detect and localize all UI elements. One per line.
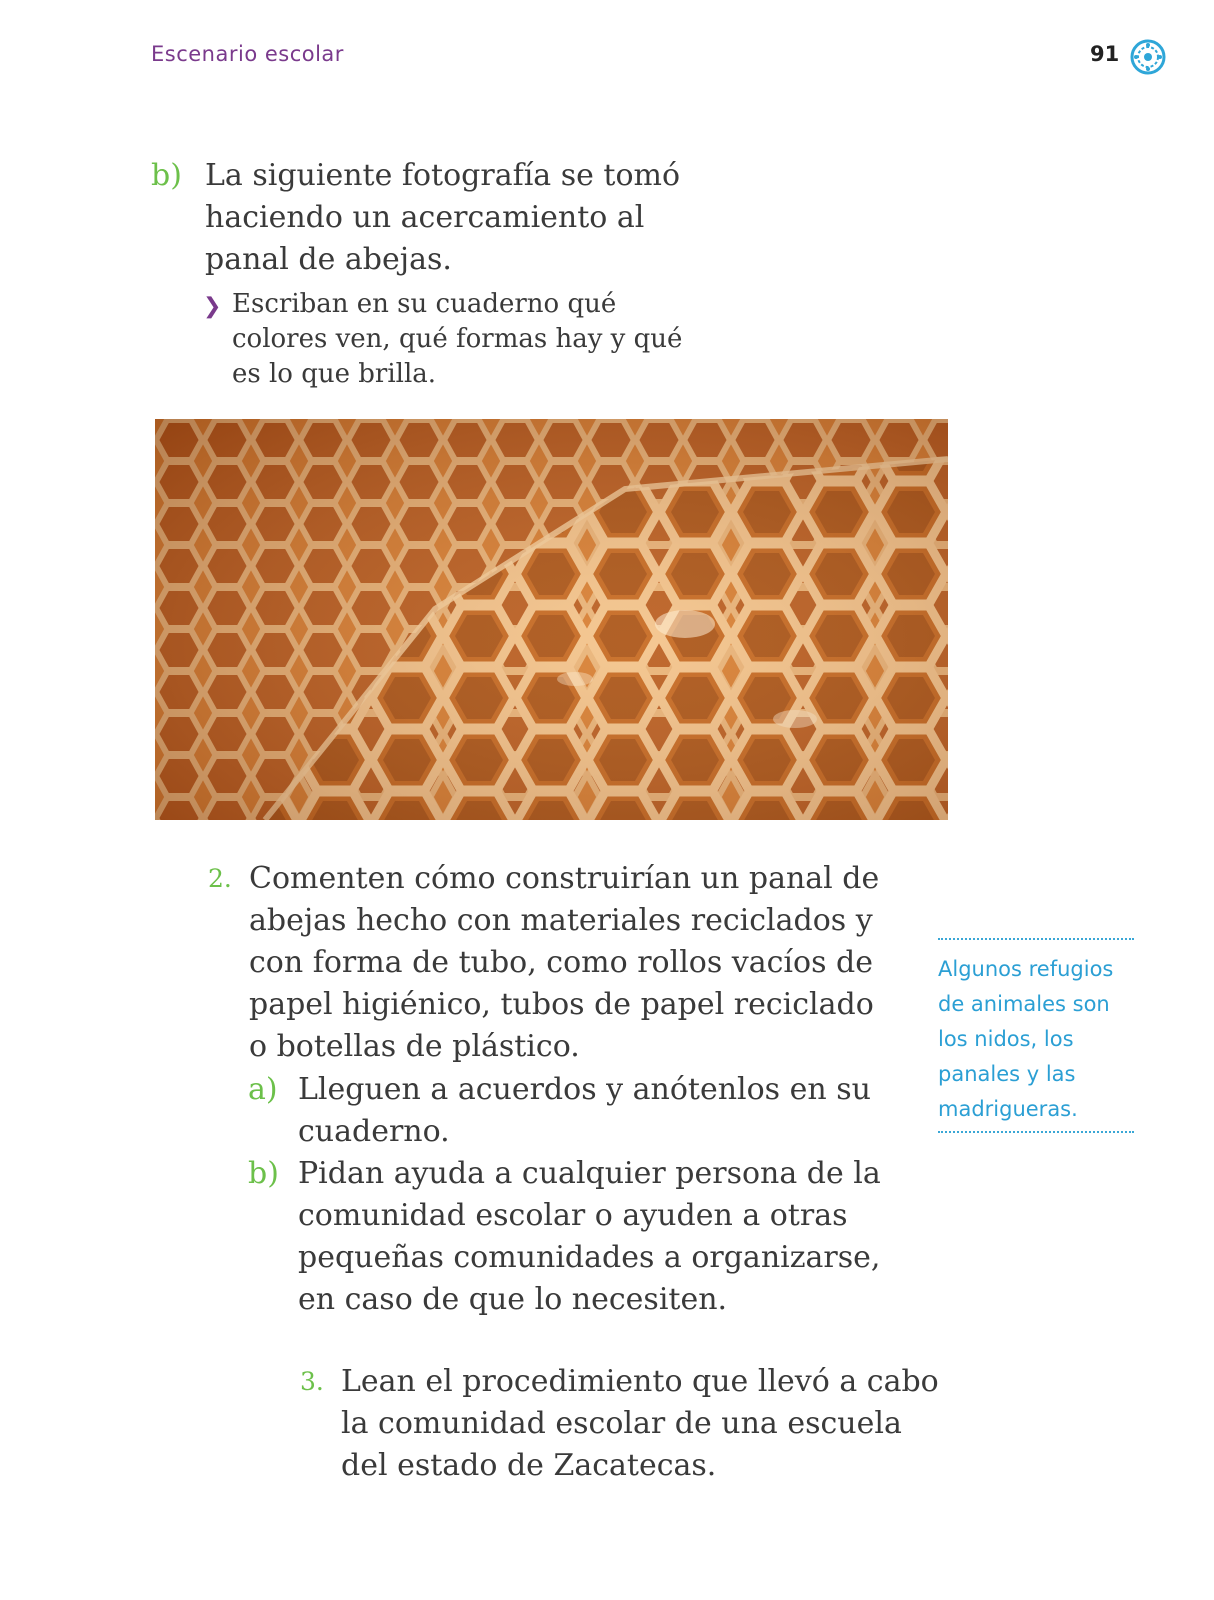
item-number: 3. — [300, 1367, 324, 1396]
item-text: Lean el procedimiento que llevó a cabo la comunidad escolar de una escuela del estado de Zacatecas. — [341, 1364, 939, 1483]
sub-item-a — [248, 1069, 888, 1153]
list-marker: b) — [151, 158, 182, 193]
instruction-bullet — [203, 287, 703, 392]
sub-item-text: Pidan ayuda a cualquier persona de la comunidad escolar o ayuden a otras pequeñas comunidades a organizarse, en caso de que lo necesiten. — [298, 1156, 881, 1317]
section-title: Escenario escolar — [151, 42, 344, 66]
list-marker: b) — [248, 1156, 279, 1191]
activity-item-3 — [300, 1361, 940, 1487]
list-marker: a) — [248, 1072, 278, 1107]
section-emblem-icon — [1130, 39, 1166, 75]
bullet-text: Escriban en su cuaderno qué colores ven, qué formas hay y qué es lo que brilla. — [232, 289, 683, 389]
chevron-right-icon: ❯ — [203, 294, 222, 319]
sub-item-text: Lleguen a acuerdos y anótenlos en su cuaderno. — [298, 1072, 871, 1149]
honeycomb-photo — [155, 419, 948, 820]
activity-item-b — [151, 155, 725, 281]
item-text: Comenten cómo construirían un panal de abejas hecho con materiales reciclados y con forma de tubo, como rollos vacíos de papel higiénico, tubos de papel reciclado o botellas de plástico. — [249, 861, 880, 1064]
page-number: 91 — [1090, 42, 1120, 66]
activity-text: La siguiente fotografía se tomó haciendo un acercamiento al panal de abejas. — [205, 158, 681, 277]
activity-item-2 — [208, 858, 888, 1068]
item-number: 2. — [208, 864, 232, 893]
side-note: Algunos refugios de animales son los nidos, los panales y las madrigueras. — [938, 938, 1134, 1133]
sub-item-b — [248, 1153, 888, 1321]
